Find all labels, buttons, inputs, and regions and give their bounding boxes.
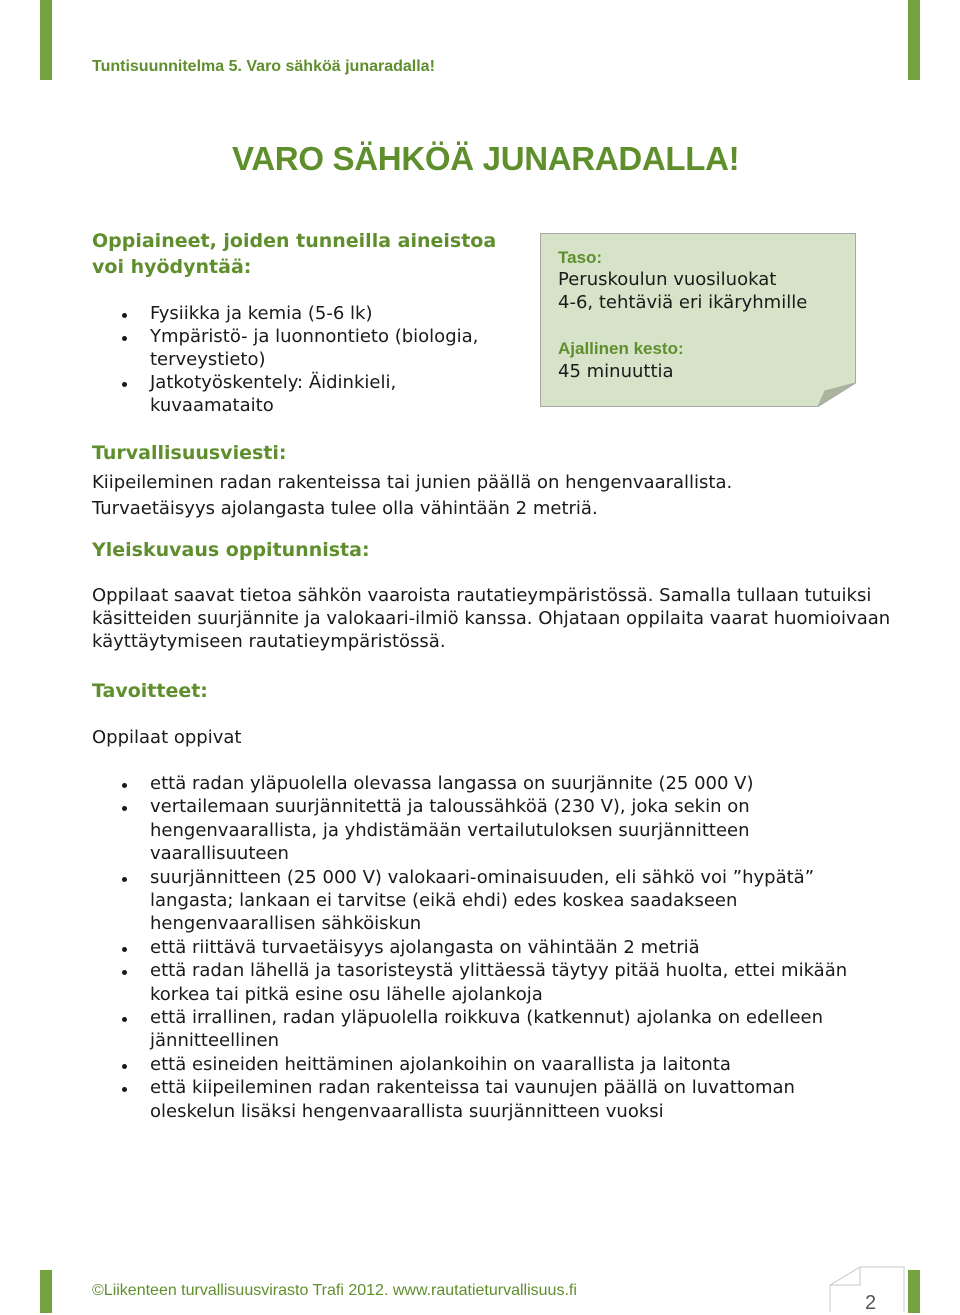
level-value: 4-6, tehtäviä eri ikäryhmille (558, 292, 808, 313)
list-item: että kiipeileminen radan rakenteissa tai vaunujen päällä on luvattoman oleskelun lisäksi hengenvaarallista suurjännitteen vuoksi (92, 1076, 872, 1123)
list-item: että radan yläpuolella olevassa langassa on suurjännite (25 000 V) (92, 772, 872, 795)
info-box (540, 233, 856, 407)
duration-value: 45 minuuttia (558, 361, 674, 382)
goals-heading: Tavoitteet: (92, 680, 208, 702)
goals-intro: Oppilaat oppivat (92, 727, 242, 748)
goals-list (92, 772, 872, 1123)
list-item: Fysiikka ja kemia (5-6 lk) (92, 302, 522, 325)
page-title: VARO SÄHKÖÄ JUNARADALLA! (232, 140, 740, 177)
footer-bar-left (40, 1270, 52, 1313)
safety-text: Kiipeileminen radan rakenteissa tai junien päällä on hengenvaarallista. (92, 472, 733, 493)
page-corner-icon (820, 1265, 905, 1313)
safety-heading: Turvallisuusviesti: (92, 442, 287, 464)
subjects-list (92, 302, 522, 417)
list-item: suurjännitteen (25 000 V) valokaari-ominaisuuden, eli sähkö voi ”hypätä” langasta; lankaan ei tarvitse (eikä ehdi) edes koskea saadakseen hengenvaarallisen sähköiskun (92, 866, 872, 936)
list-item: Jatkotyöskentely: Äidinkieli, kuvaamataito (92, 371, 522, 417)
footer-copyright: ©Liikenteen turvallisuusvirasto Trafi 2012. www.rautatieturvallisuus.fi (92, 1282, 577, 1299)
safety-text: Turvaetäisyys ajolangasta tulee olla vähintään 2 metriä. (92, 498, 598, 519)
list-item: että riittävä turvaetäisyys ajolangasta on vähintään 2 metriä (92, 936, 872, 959)
overview-heading: Yleiskuvaus oppitunnista: (92, 539, 370, 561)
subjects-heading: Oppiaineet, joiden tunneilla aineistoa voi hyödyntää: (92, 230, 497, 278)
footer-bar-right (908, 1270, 920, 1313)
level-value: Peruskoulun vuosiluokat (558, 269, 777, 290)
level-label: Taso: (558, 248, 603, 267)
header-bar-left (40, 0, 52, 80)
list-item: että irrallinen, radan yläpuolella roikkuva (katkennut) ajolanka on edelleen jännitteellinen (92, 1006, 872, 1053)
duration-label: Ajallinen kesto: (558, 339, 684, 358)
header-bar-right (908, 0, 920, 80)
page-number: 2 (865, 1292, 877, 1314)
running-title: Tuntisuunnitelma 5. Varo sähköä junaradalla! (92, 58, 435, 75)
overview-text: Oppilaat saavat tietoa sähkön vaaroista rautatieympäristössä. Samalla tullaan tutuiksi käsitteiden suurjännite ja valokaari-ilmiö kanssa. Ohjataan oppilaita vaarat huomioivaan käyttäytymiseen rautatieympäristössä. (92, 585, 891, 652)
list-item: että radan lähellä ja tasoristeystä ylittäessä täytyy pitää huolta, ettei mikään korkea tai pitkä esine osu lähelle ajolankoja (92, 959, 872, 1006)
list-item: vertailemaan suurjännitettä ja taloussähköä (230 V), joka sekin on hengenvaarallista, ja yhdistämään vertailutuloksen suurjännitteen vaarallisuuteen (92, 795, 872, 865)
list-item: että esineiden heittäminen ajolankoihin on vaarallista ja laitonta (92, 1053, 872, 1076)
list-item: Ympäristö- ja luonnontieto (biologia, terveystieto) (92, 325, 522, 371)
